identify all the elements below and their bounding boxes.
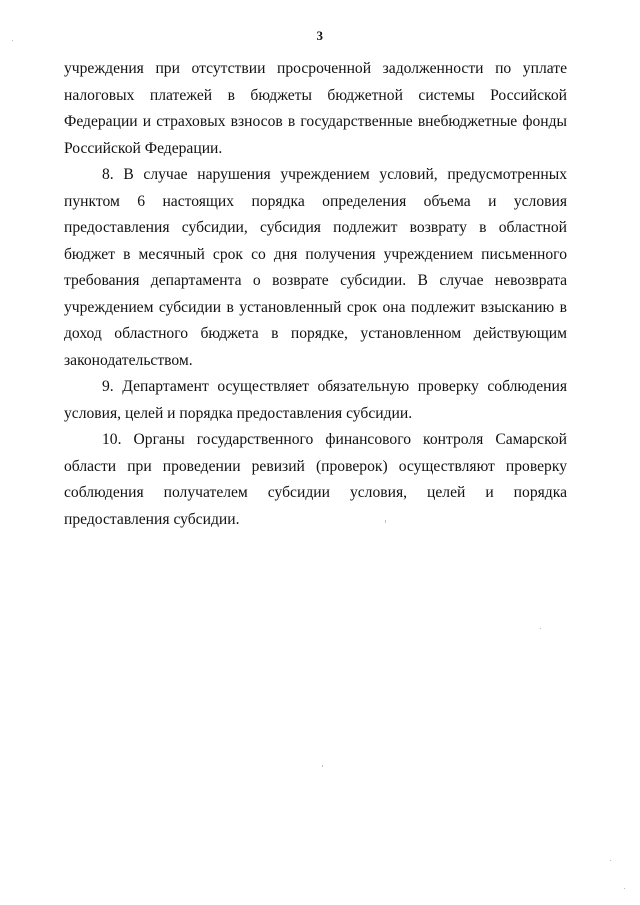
paragraph-item-10: 10. Органы государственного финансового контроля Самарской области при проведении ревизий (проверок) осуществляют проверку соблюдения получателем субсидии условия, целей и порядка предоставления субсидии. — [64, 431, 567, 528]
paragraph-continuation: учреждения при отсутствии просроченной задолженности по уплате налоговых платежей в бюджеты бюджетной системы Российской Федерации и страховых взносов в государственные внебюджетные фонды Российской Федерации. — [64, 60, 567, 157]
scan-speck — [540, 628, 541, 629]
paragraph-item-9: 9. Департамент осуществляет обязательную проверку соблюдения условия, целей и порядка предоставления субсидии. — [64, 378, 567, 422]
paragraph-item-8: 8. В случае нарушения учреждением условий, предусмотренных пунктом 6 настоящих порядка определения объема и условия предоставления субсидии, субсидия подлежит возврату в областной бюджет в месячный срок со дня получения учреждением письменного требования департамента о возврате субсидии. В случае невозврата учреждением субсидии в установленный срок она подлежит взысканию в доход областного бюджета в порядке, установленном действующим законодательством. — [64, 166, 567, 369]
scan-speck — [12, 40, 13, 41]
scan-speck — [322, 765, 323, 767]
scan-speck — [624, 888, 625, 889]
scan-speck — [610, 860, 611, 861]
scan-speck — [385, 520, 386, 523]
document-body — [64, 56, 567, 533]
page-number: 3 — [316, 28, 324, 43]
